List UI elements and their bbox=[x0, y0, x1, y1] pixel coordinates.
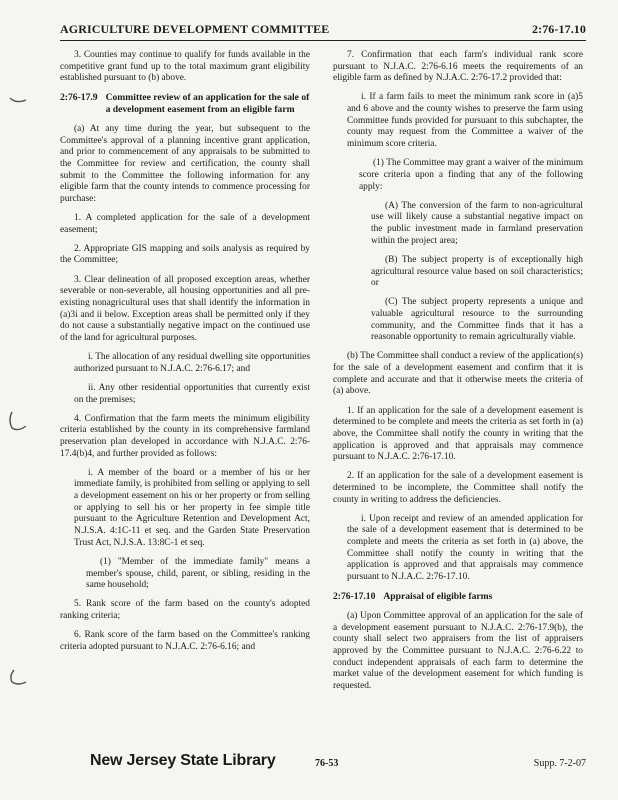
paragraph-7-i-C: (C) The subject property represents a unique and valuable agricultural resource to the surrounding community, and the Committee finds that it has a reasonable opportunity to remain agriculturally viable. bbox=[371, 297, 583, 343]
header-title: AGRICULTURE DEVELOPMENT COMMITTEE bbox=[60, 22, 330, 36]
paragraph-6: 6. Rank score of the farm based on the Committee's ranking criteria adopted pursuant to N.J.A.C. 2:76-6.16; and bbox=[60, 630, 310, 652]
paragraph-b-2-i: i. Upon receipt and review of an amended application for the sale of a development easement that is determined to be complete and meets the criteria as set forth in (a) above, the Committee shall notify the county in writing that the application is approved and that appraisals may commence pursuant to N.J.A.C. 2:76-17.10. bbox=[347, 513, 583, 583]
binding-mark-icon bbox=[6, 88, 30, 112]
section-heading-17-10 bbox=[333, 591, 583, 603]
paragraph-3: 3. Clear delineation of all proposed exception areas, whether severable or non-severable, all housing opportunities and all pre-existing nonagricultural uses that shall identify the information in (a)3i and ii below. Exception areas shall be permitted only if they do not cause a substantially negative impact on the continued use of the land for agricultural purposes. bbox=[60, 274, 310, 343]
paragraph-4: 4. Confirmation that the farm meets the minimum eligibility criteria established by the county in its comprehensive farmland preservation plan developed in accordance with N.J.A.C. 2:76-17.4(b)4, and further provided as follows: bbox=[60, 413, 310, 459]
paragraph-1: 1. A completed application for the sale of a development easement; bbox=[60, 212, 310, 235]
binding-mark-icon bbox=[6, 668, 30, 692]
section-heading-17-9 bbox=[60, 92, 310, 115]
binding-mark-icon bbox=[6, 410, 30, 434]
header-code: 2:76-17.10 bbox=[532, 22, 586, 36]
paragraph-b-2: 2. If an application for the sale of a development easement is determined to be incomplete, the Committee shall notify the county in writing to address the deficiencies. bbox=[333, 471, 583, 505]
section-number: 2:76-17.10 bbox=[333, 591, 376, 603]
paragraph-3-ii: ii. Any other residential opportunities that currently exist on the premises; bbox=[74, 382, 310, 405]
paragraph-7: 7. Confirmation that each farm's individual rank score pursuant to N.J.A.C. 2:76-6.16 meets the requirements of an eligible farm as defined by N.J.A.C. 2:76-17.2 provided that: bbox=[333, 50, 583, 84]
running-header bbox=[60, 22, 586, 41]
paragraph-7-i-1: (1) The Committee may grant a waiver of the minimum score criteria upon a finding that any of the following apply: bbox=[359, 158, 583, 192]
page-footer bbox=[60, 752, 586, 776]
paragraph-4-i: i. A member of the board or a member of his or her immediate family, is prohibited from selling or applying to sell a development easement on his or her property or from selling or applying to sell his or her property in fee simple title pursuant to the Agriculture Retention and Development Act, N.J.S.A. 4:1C-11 et seq. and the Garden State Preservation Trust Act, N.J.S.A. 13:8C-1 et seq. bbox=[74, 467, 310, 548]
left-column bbox=[60, 50, 310, 661]
paragraph-10-a: (a) Upon Committee approval of an application for the sale of a development easement pursuant to N.J.A.C. 2:76-17.9(b), the county shall select two appraisers from the list of appraisers approved by the Committee pursuant to N.J.A.C. 2:76-6.22 to conduct independent appraisals of each farm to determine the market value of the development easement for which funding is requested. bbox=[333, 610, 583, 691]
paragraph-7-i-A: (A) The conversion of the farm to non-agricultural use will likely cause a substantial negative impact on the public investment made in farmland preservation within the project area; bbox=[371, 200, 583, 246]
paragraph-2: 2. Appropriate GIS mapping and soils analysis as required by the Committee; bbox=[60, 243, 310, 266]
paragraph-b-1: 1. If an application for the sale of a development easement is determined to be complete and meets the criteria as set forth in (a) above, the Committee shall notify the county in writing that the application is approved and that appraisals may commence pursuant to N.J.A.C. 2:76-17.10. bbox=[333, 405, 583, 463]
paragraph-7-i-B: (B) The subject property is of exceptionally high agricultural resource value based on soil characteristics; or bbox=[371, 254, 583, 289]
paragraph-7-i: i. If a farm fails to meet the minimum rank score in (a)5 and 6 above and the county wishes to preserve the farm using Committee funds provided for pursuant to this subchapter, the county may request from the Committee a waiver of the minimum score criteria. bbox=[347, 92, 583, 150]
section-title: Appraisal of eligible farms bbox=[383, 591, 493, 603]
page-number: 76-53 bbox=[315, 758, 339, 769]
section-title: Committee review of an application for the sale of a development easement from an eligible farm bbox=[105, 92, 310, 116]
library-stamp: New Jersey State Library bbox=[90, 752, 276, 769]
right-column bbox=[333, 50, 583, 700]
paragraph-4-i-1: (1) "Member of the immediate family" means a member's spouse, child, parent, or sibling, residing in the same household; bbox=[86, 556, 310, 591]
section-number: 2:76-17.9 bbox=[60, 92, 98, 104]
paragraph-a: (a) At any time during the year, but subsequent to the Committee's approval of a planning incentive grant application, and prior to commencement of any appraisals to be submitted to the Committee for review and certification, the county shall submit to the Committee the following information for any eligible farm that the county intends to commence processing for purchase: bbox=[60, 123, 310, 204]
supplement-date: Supp. 7-2-07 bbox=[533, 758, 586, 769]
paragraph-5: 5. Rank score of the farm based on the county's adopted ranking criteria; bbox=[60, 599, 310, 621]
paragraph-b: (b) The Committee shall conduct a review of the application(s) for the sale of a development easement and confirm that it is complete and accurate and that it otherwise meets the criteria of (a) above. bbox=[333, 351, 583, 397]
paragraph-3-i: i. The allocation of any residual dwelling site opportunities authorized pursuant to N.J.A.C. 2:76-6.17; and bbox=[74, 352, 310, 374]
paragraph-3-counties: 3. Counties may continue to qualify for funds available in the competitive grant fund up to the total maximum grant eligibility established pursuant to (b) above. bbox=[60, 50, 310, 84]
